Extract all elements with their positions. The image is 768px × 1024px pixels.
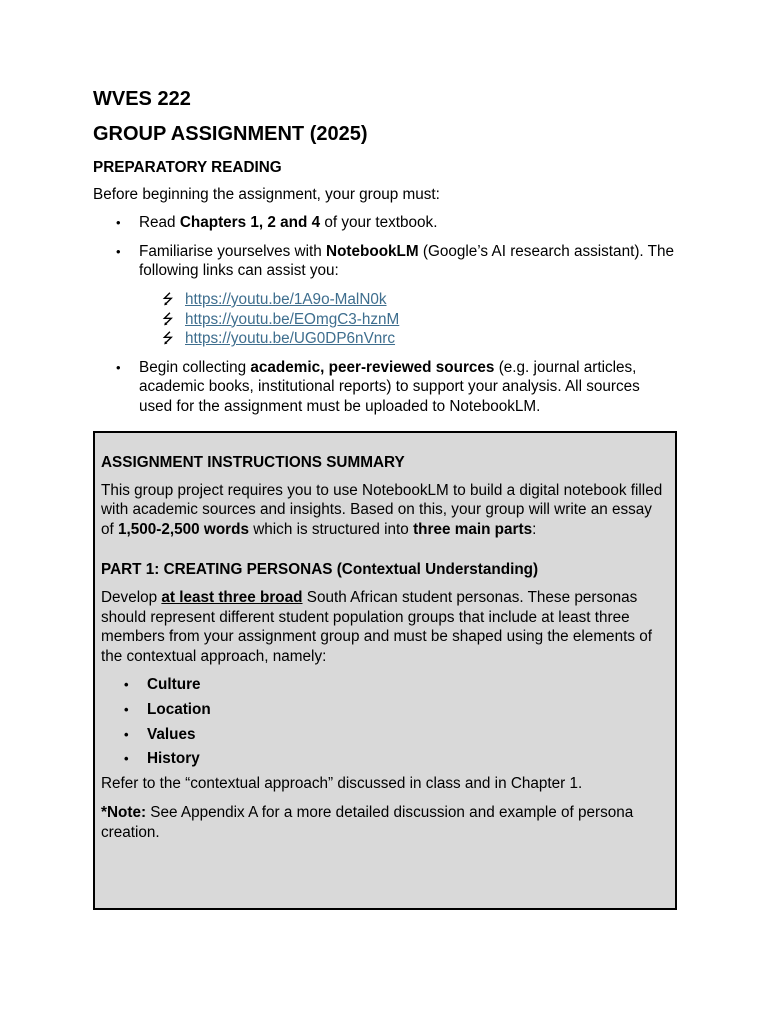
document-body xyxy=(93,86,675,417)
video-link-1[interactable]: https://youtu.be/1A9o-MalN0k xyxy=(185,290,387,308)
curved-arrow-icon: ⭍ xyxy=(162,330,174,347)
text-segment: (e.g. journal articles, academic books, institutional reports) to support your analysis. All sources used for the assignment must be uploaded to NotebookLM. xyxy=(139,358,640,415)
link-item xyxy=(139,290,675,310)
video-link-2[interactable]: https://youtu.be/EOmgC3-hznM xyxy=(185,310,400,328)
text-segment: : xyxy=(532,520,537,538)
link-item xyxy=(139,329,675,349)
summary-box-content xyxy=(101,453,667,843)
list-item-values: • Values xyxy=(101,725,667,745)
preparatory-intro: Before beginning the assignment, your group must: xyxy=(93,185,440,203)
three-broad-emphasis: at least three broad xyxy=(161,588,303,606)
curved-arrow-icon: ⭍ xyxy=(162,290,174,307)
word-count-emphasis: 1,500-2,500 words xyxy=(118,520,249,538)
note-text: See Appendix A for a more detailed discussion and example of persona creation. xyxy=(101,804,634,841)
chapters-emphasis: Chapters 1, 2 and 4 xyxy=(179,214,321,232)
text-segment: Read xyxy=(139,214,180,232)
text-segment: which is structured into xyxy=(248,520,414,538)
part1-heading: PART 1: CREATING PERSONAS (Contextual Understanding) xyxy=(101,561,539,579)
preparatory-list xyxy=(93,213,675,416)
text-segment: South African student personas. These personas should represent different student population groups that include at least three members from your assignment group and must be shaped using the elements of the contextual approach, namely: xyxy=(101,588,652,665)
list-item-history: • History xyxy=(101,749,667,769)
part1-paragraph xyxy=(101,588,667,666)
text-segment: Begin collecting xyxy=(139,358,251,376)
list-item-notebooklm xyxy=(93,242,675,349)
list-item-collect-sources xyxy=(93,358,675,417)
assignment-title-heading: GROUP ASSIGNMENT (2025) xyxy=(93,123,368,145)
list-item-read-chapters xyxy=(93,213,675,233)
list-item-location: • Location xyxy=(101,700,667,720)
notebooklm-emphasis: NotebookLM xyxy=(326,242,419,260)
contextual-elements-list xyxy=(101,675,667,768)
text-segment: This group project requires you to use NotebookLM to build a digital notebook filled with academic sources and insights. Based on this, your group will write an essay of xyxy=(101,481,663,538)
summary-heading: ASSIGNMENT INSTRUCTIONS SUMMARY xyxy=(101,454,405,471)
video-link-3[interactable]: https://youtu.be/UG0DP6nVnrc xyxy=(185,330,396,348)
text-segment: of your textbook. xyxy=(320,214,438,232)
video-links-list xyxy=(139,290,675,349)
link-item xyxy=(139,310,675,330)
preparatory-reading-heading: PREPARATORY READING xyxy=(93,159,282,176)
sources-emphasis: academic, peer-reviewed sources xyxy=(250,358,495,376)
appendix-note xyxy=(101,803,667,842)
list-item-culture: • Culture xyxy=(101,675,667,695)
curved-arrow-icon: ⭍ xyxy=(162,310,174,327)
text-segment: Develop xyxy=(101,588,162,606)
text-segment: (Google’s AI research assistant). The following links can assist you: xyxy=(139,242,674,280)
note-label: *Note: xyxy=(101,804,147,822)
contextual-approach-reference: Refer to the “contextual approach” discussed in class and in Chapter 1. xyxy=(101,774,583,792)
text-segment: Familiarise yourselves with xyxy=(139,242,327,260)
course-code-heading: WVES 222 xyxy=(93,88,191,110)
summary-paragraph xyxy=(101,481,667,540)
instructions-summary-box xyxy=(93,431,677,910)
three-parts-emphasis: three main parts xyxy=(413,520,533,538)
